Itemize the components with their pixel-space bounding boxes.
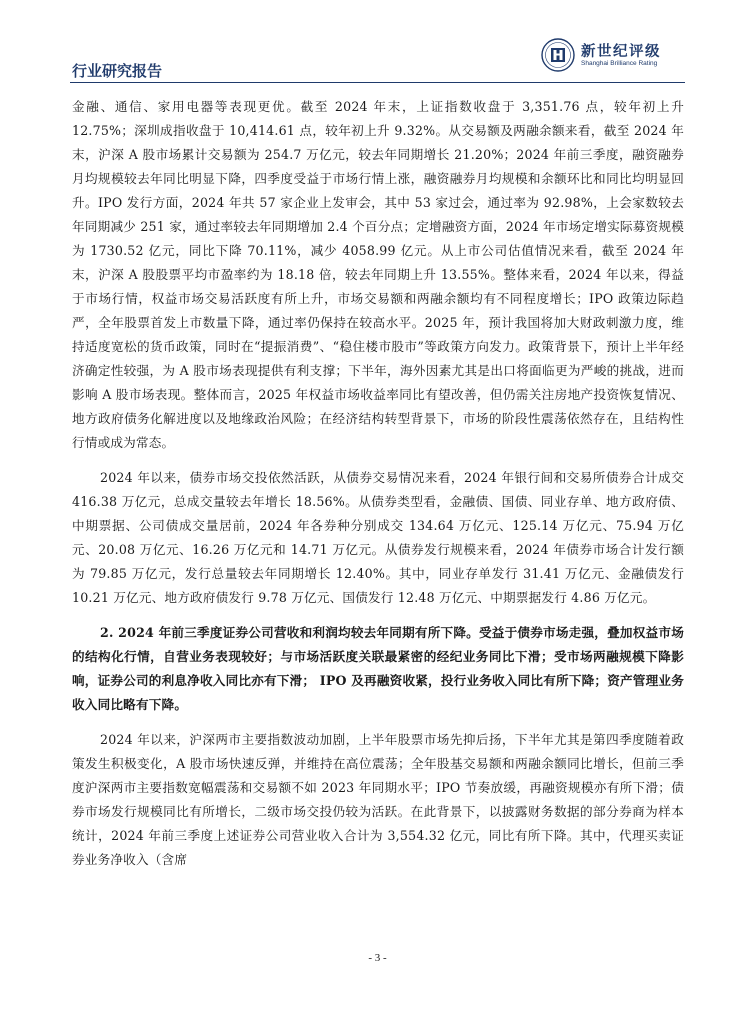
report-body bbox=[72, 95, 684, 872]
page-number: - 3 - bbox=[368, 952, 387, 964]
header-divider bbox=[70, 82, 685, 83]
report-category-title: 行业研究报告 bbox=[72, 62, 163, 80]
logo-seal-icon bbox=[541, 38, 575, 72]
paragraph-securities-revenue: 2024 年以来，沪深两市主要指数波动加剧，上半年股票市场先抑后扬，下半年尤其是第四季度随着政策发生积极变化，A 股市场快速反弹，并维持在高位震荡；全年股基交易额和两融余额同比增长，但前三季度沪深两市主要指数宽幅震荡和交易额不如 2023 年同期水平；IPO 节奏放缓，再融资规模亦有所下滑；债券市场发行规模同比有所增长，二级市场交投仍较为活跃。在此背景下，以披露财务数据的部分券商为样本统计，2024 年前三季度上述证券公司营业收入合计为 3,554.32 亿元，同比有所下降。其中，代理买卖证券业务净收入（含席 bbox=[72, 732, 684, 867]
logo-name: 新世纪评级 bbox=[581, 44, 661, 60]
company-logo bbox=[541, 38, 686, 72]
section-heading-securities-revenue: 2. 2024 年前三季度证券公司营收和利润均较去年同期有所下降。受益于债券市场走强，叠加权益市场的结构化行情，自营业务表现较好；与市场活跃度关联最紧密的经纪业务同比下滑；受市场两融规模下降影响，证券公司的利息净收入同比亦有下滑； IPO 及再融资收紧，投行业务收入同比有所下降；资产管理业务收入同比略有下降。 bbox=[72, 625, 684, 712]
paragraph-bond-market: 2024 年以来，债券市场交投依然活跃，从债券交易情况来看，2024 年银行间和交易所债券合计成交 416.38 万亿元，总成交量较去年增长 18.56%。从债券类型看，金融债、国债、同业存单、地方政府债、中期票据、公司债成交量居前，2024 年各券种分别成交 134.64 万亿元、125.14 万亿元、75.94 万亿元、20.08 万亿元、16.26 万亿元和 14.71 万亿元。从债券发行规模来看，2024 年债券市场合计发行额为 79.85 万亿元，发行总量较去年同期增长 12.40%。其中，同业存单发行 31.41 万亿元、金融债发行 10.21 万亿元、地方政府债发行 9.78 万亿元、国债发行 12.48 万亿元、中期票据发行 4.86 万亿元。 bbox=[72, 470, 684, 605]
paragraph-equity-market: 金融、通信、家用电器等表现更优。截至 2024 年末，上证指数收盘于 3,351.76 点，较年初上升 12.75%；深圳成指收盘于 10,414.61 点，较年初上升 9.32%。从交易额及两融余额来看，截至 2024 年末，沪深 A 股市场累计交易额为 254.7 万亿元，较去年同期增长 21.20%；2024 年前三季度，融资融券月均规模较去年同比明显下降，四季度受益于市场行情上涨，融资融券月均规模和余额环比和同比均明显回升。IPO 发行方面，2024 年共 57 家企业上发审会，其中 53 家过会，通过率为 92.98%，上会家数较去年同期减少 251 家，通过率较去年同期增加 2.4 个百分点；定增融资方面，2024 年市场定增实际募资规模为 1730.52 亿元，同比下降 70.11%，减少 4058.99 亿元。从上市公司估值情况来看，截至 2024 年末，沪深 A 股股票平均市盈率约为 18.18 倍，较去年同期上升 13.55%。整体来看，2024 年以来，得益于市场行情，权益市场交易活跃度有所上升，市场交易额和两融余额均有不同程度增长；IPO 政策边际趋严，全年股票首发上市数量下降，通过率仍保持在较高水平。2025 年，预计我国将加大财政刺激力度，维持适度宽松的货币政策，同时在“提振消费”、“稳住楼市股市”等政策方向发力。政策背景下，预计上半年经济确定性较强，为 A 股市场表现提供有利支撑；下半年，海外因素尤其是出口将面临更为严峻的挑战，进而影响 A 股市场表现。整体而言，2025 年权益市场收益率同比有望改善，但仍需关注房地产投资恢复情况、地方政府债务化解进度以及地缘政治风险；在经济结构转型背景下，市场的阶段性震荡依然存在，且结构性行情或成为常态。 bbox=[72, 99, 684, 450]
logo-subtitle: Shanghai Brilliance Rating bbox=[581, 60, 658, 67]
